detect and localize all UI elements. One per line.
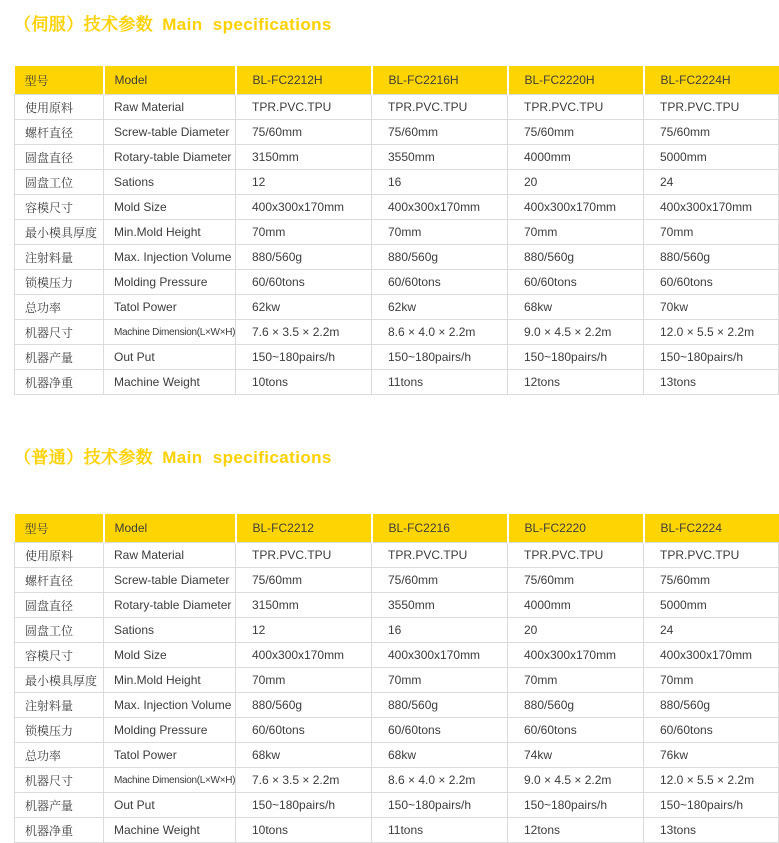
param-label-en: Tatol Power xyxy=(104,743,236,768)
servo-spec-table xyxy=(14,66,779,395)
param-value: 4000mm xyxy=(508,145,644,170)
column-header-model-zh: 型号 xyxy=(15,514,104,543)
column-header-model-name: BL-FC2220H xyxy=(508,66,644,95)
column-header-model-en: Model xyxy=(104,514,236,543)
param-value: TPR.PVC.TPU xyxy=(508,543,644,568)
param-value: 20 xyxy=(508,170,644,195)
param-label-zh: 机器产量 xyxy=(15,345,104,370)
param-value: 62kw xyxy=(236,295,372,320)
param-value: 5000mm xyxy=(644,145,779,170)
column-header-model-name: BL-FC2224H xyxy=(644,66,779,95)
param-value: 400x300x170mm xyxy=(508,195,644,220)
param-value: 880/560g xyxy=(372,693,508,718)
param-value: 60/60tons xyxy=(236,718,372,743)
param-label-zh: 圆盘直径 xyxy=(15,145,104,170)
param-value: 68kw xyxy=(236,743,372,768)
param-value: 60/60tons xyxy=(644,718,779,743)
param-value: 24 xyxy=(644,170,779,195)
spec-row xyxy=(15,593,779,618)
param-value: 880/560g xyxy=(644,245,779,270)
param-value: 400x300x170mm xyxy=(508,643,644,668)
param-value: 70mm xyxy=(372,668,508,693)
param-value: 11tons xyxy=(372,370,508,395)
param-value: 400x300x170mm xyxy=(236,195,372,220)
param-value: 880/560g xyxy=(236,245,372,270)
param-value: 8.6 × 4.0 × 2.2m xyxy=(372,320,508,345)
spec-row xyxy=(15,95,779,120)
param-value: 880/560g xyxy=(236,693,372,718)
param-value: 10tons xyxy=(236,818,372,843)
param-label-zh: 使用原料 xyxy=(15,95,104,120)
spec-row xyxy=(15,170,779,195)
param-value: 11tons xyxy=(372,818,508,843)
spec-row xyxy=(15,568,779,593)
param-value: 74kw xyxy=(508,743,644,768)
param-label-en: Max. Injection Volume xyxy=(104,245,236,270)
param-label-en: Machine Weight xyxy=(104,370,236,395)
param-label-en: Tatol Power xyxy=(104,295,236,320)
param-value: 9.0 × 4.5 × 2.2m xyxy=(508,768,644,793)
column-header-model-name: BL-FC2220 xyxy=(508,514,644,543)
param-label-zh: 机器尺寸 xyxy=(15,320,104,345)
spec-row xyxy=(15,718,779,743)
standard-section-title-en: Main specifications xyxy=(162,448,332,467)
param-label-zh: 使用原料 xyxy=(15,543,104,568)
param-label-en: Sations xyxy=(104,618,236,643)
param-value: 13tons xyxy=(644,818,779,843)
param-value: 75/60mm xyxy=(644,568,779,593)
column-header-model-name: BL-FC2216 xyxy=(372,514,508,543)
param-value: 150~180pairs/h xyxy=(236,793,372,818)
param-value: 12 xyxy=(236,618,372,643)
param-label-zh: 机器净重 xyxy=(15,818,104,843)
param-value: 13tons xyxy=(644,370,779,395)
param-label-zh: 机器产量 xyxy=(15,793,104,818)
param-value: 880/560g xyxy=(644,693,779,718)
param-value: 68kw xyxy=(508,295,644,320)
param-value: 24 xyxy=(644,618,779,643)
column-header-model-en: Model xyxy=(104,66,236,95)
param-value: 20 xyxy=(508,618,644,643)
standard-spec-table-wrap xyxy=(14,514,755,843)
servo-section-title-zh: （伺服）技术参数 xyxy=(14,15,154,34)
param-value: 12.0 × 5.5 × 2.2m xyxy=(644,768,779,793)
column-header-model-name: BL-FC2212 xyxy=(236,514,372,543)
param-value: 400x300x170mm xyxy=(372,195,508,220)
spec-row xyxy=(15,195,779,220)
param-value: 75/60mm xyxy=(372,568,508,593)
column-header-model-zh: 型号 xyxy=(15,66,104,95)
param-value: 400x300x170mm xyxy=(644,195,779,220)
spec-row xyxy=(15,543,779,568)
param-label-en: Screw-table Diameter xyxy=(104,568,236,593)
param-value: 9.0 × 4.5 × 2.2m xyxy=(508,320,644,345)
param-label-zh: 总功率 xyxy=(15,743,104,768)
spec-row xyxy=(15,145,779,170)
param-value: 150~180pairs/h xyxy=(372,793,508,818)
param-label-en: Molding Pressure xyxy=(104,270,236,295)
param-label-zh: 最小模具厚度 xyxy=(15,220,104,245)
param-value: 150~180pairs/h xyxy=(372,345,508,370)
param-label-zh: 注射料量 xyxy=(15,245,104,270)
param-value: 12 xyxy=(236,170,372,195)
servo-section-title xyxy=(14,10,686,35)
param-value: 75/60mm xyxy=(236,120,372,145)
param-value: 12.0 × 5.5 × 2.2m xyxy=(644,320,779,345)
param-label-zh: 圆盘工位 xyxy=(15,170,104,195)
param-value: 12tons xyxy=(508,818,644,843)
spec-row xyxy=(15,295,779,320)
spec-row xyxy=(15,818,779,843)
param-label-zh: 螺杆直径 xyxy=(15,120,104,145)
param-label-en: Min.Mold Height xyxy=(104,668,236,693)
param-value: 70mm xyxy=(236,668,372,693)
param-value: 60/60tons xyxy=(508,270,644,295)
param-value: 400x300x170mm xyxy=(644,643,779,668)
param-label-en: Rotary-table Diameter xyxy=(104,145,236,170)
param-label-en: Out Put xyxy=(104,793,236,818)
param-value: 3550mm xyxy=(372,593,508,618)
param-value: 60/60tons xyxy=(644,270,779,295)
spec-row xyxy=(15,345,779,370)
servo-section-title-en: Main specifications xyxy=(162,15,332,34)
column-header-model-name: BL-FC2224 xyxy=(644,514,779,543)
spec-row xyxy=(15,668,779,693)
param-value: 150~180pairs/h xyxy=(644,345,779,370)
spec-row xyxy=(15,245,779,270)
param-value: 5000mm xyxy=(644,593,779,618)
param-label-zh: 锁模压力 xyxy=(15,270,104,295)
spec-row xyxy=(15,793,779,818)
param-value: 12tons xyxy=(508,370,644,395)
spec-row xyxy=(15,618,779,643)
param-value: 70mm xyxy=(508,220,644,245)
param-value: 4000mm xyxy=(508,593,644,618)
param-value: TPR.PVC.TPU xyxy=(372,95,508,120)
param-label-zh: 总功率 xyxy=(15,295,104,320)
param-value: 16 xyxy=(372,618,508,643)
table-header-row xyxy=(15,514,779,543)
param-value: TPR.PVC.TPU xyxy=(508,95,644,120)
param-value: TPR.PVC.TPU xyxy=(236,95,372,120)
servo-spec-table-wrap xyxy=(14,66,755,395)
param-label-zh: 注射料量 xyxy=(15,693,104,718)
param-value: 75/60mm xyxy=(508,568,644,593)
table-header-row xyxy=(15,66,779,95)
param-value: 400x300x170mm xyxy=(236,643,372,668)
param-label-zh: 机器尺寸 xyxy=(15,768,104,793)
param-label-zh: 最小模具厚度 xyxy=(15,668,104,693)
standard-spec-table xyxy=(14,514,779,843)
param-value: 880/560g xyxy=(508,245,644,270)
param-label-en: Out Put xyxy=(104,345,236,370)
param-value: 3150mm xyxy=(236,593,372,618)
param-value: 3550mm xyxy=(372,145,508,170)
param-value: 880/560g xyxy=(508,693,644,718)
param-value: 60/60tons xyxy=(508,718,644,743)
param-value: TPR.PVC.TPU xyxy=(236,543,372,568)
param-label-en: Max. Injection Volume xyxy=(104,693,236,718)
param-label-en: Machine Dimension(L×W×H) xyxy=(104,320,236,345)
param-value: 880/560g xyxy=(372,245,508,270)
param-value: 70mm xyxy=(644,220,779,245)
spec-row xyxy=(15,743,779,768)
param-label-en: Screw-table Diameter xyxy=(104,120,236,145)
param-label-en: Machine Weight xyxy=(104,818,236,843)
param-value: 76kw xyxy=(644,743,779,768)
param-value: 7.6 × 3.5 × 2.2m xyxy=(236,320,372,345)
spec-row xyxy=(15,643,779,668)
param-value: TPR.PVC.TPU xyxy=(372,543,508,568)
param-label-zh: 容模尺寸 xyxy=(15,643,104,668)
param-label-en: Rotary-table Diameter xyxy=(104,593,236,618)
param-value: TPR.PVC.TPU xyxy=(644,543,779,568)
param-label-zh: 锁模压力 xyxy=(15,718,104,743)
column-header-model-name: BL-FC2212H xyxy=(236,66,372,95)
param-value: 16 xyxy=(372,170,508,195)
param-value: 150~180pairs/h xyxy=(508,345,644,370)
spec-row xyxy=(15,120,779,145)
standard-section-title-zh: （普通）技术参数 xyxy=(14,448,154,467)
param-value: 70kw xyxy=(644,295,779,320)
param-label-en: Machine Dimension(L×W×H) xyxy=(104,768,236,793)
param-value: 150~180pairs/h xyxy=(644,793,779,818)
param-value: 60/60tons xyxy=(372,270,508,295)
param-value: 400x300x170mm xyxy=(372,643,508,668)
param-value: 62kw xyxy=(372,295,508,320)
spec-row xyxy=(15,768,779,793)
param-value: 70mm xyxy=(236,220,372,245)
param-value: 10tons xyxy=(236,370,372,395)
param-label-en: Raw Material xyxy=(104,543,236,568)
param-value: 75/60mm xyxy=(236,568,372,593)
param-label-zh: 容模尺寸 xyxy=(15,195,104,220)
spec-row xyxy=(15,693,779,718)
param-value: 60/60tons xyxy=(236,270,372,295)
spec-row xyxy=(15,320,779,345)
param-label-en: Molding Pressure xyxy=(104,718,236,743)
param-label-en: Mold Size xyxy=(104,643,236,668)
param-label-en: Sations xyxy=(104,170,236,195)
param-label-zh: 机器净重 xyxy=(15,370,104,395)
param-value: 75/60mm xyxy=(644,120,779,145)
param-label-zh: 圆盘工位 xyxy=(15,618,104,643)
param-value: TPR.PVC.TPU xyxy=(644,95,779,120)
param-value: 3150mm xyxy=(236,145,372,170)
param-value: 68kw xyxy=(372,743,508,768)
column-header-model-name: BL-FC2216H xyxy=(372,66,508,95)
param-label-en: Mold Size xyxy=(104,195,236,220)
param-value: 70mm xyxy=(372,220,508,245)
param-label-en: Min.Mold Height xyxy=(104,220,236,245)
param-label-en: Raw Material xyxy=(104,95,236,120)
spec-row xyxy=(15,220,779,245)
param-value: 7.6 × 3.5 × 2.2m xyxy=(236,768,372,793)
spec-row xyxy=(15,370,779,395)
param-value: 75/60mm xyxy=(508,120,644,145)
param-value: 75/60mm xyxy=(372,120,508,145)
param-label-zh: 圆盘直径 xyxy=(15,593,104,618)
spec-row xyxy=(15,270,779,295)
param-value: 150~180pairs/h xyxy=(236,345,372,370)
param-value: 150~180pairs/h xyxy=(508,793,644,818)
param-value: 8.6 × 4.0 × 2.2m xyxy=(372,768,508,793)
param-value: 70mm xyxy=(508,668,644,693)
param-value: 60/60tons xyxy=(372,718,508,743)
standard-section-title xyxy=(14,443,686,468)
param-label-zh: 螺杆直径 xyxy=(15,568,104,593)
param-value: 70mm xyxy=(644,668,779,693)
